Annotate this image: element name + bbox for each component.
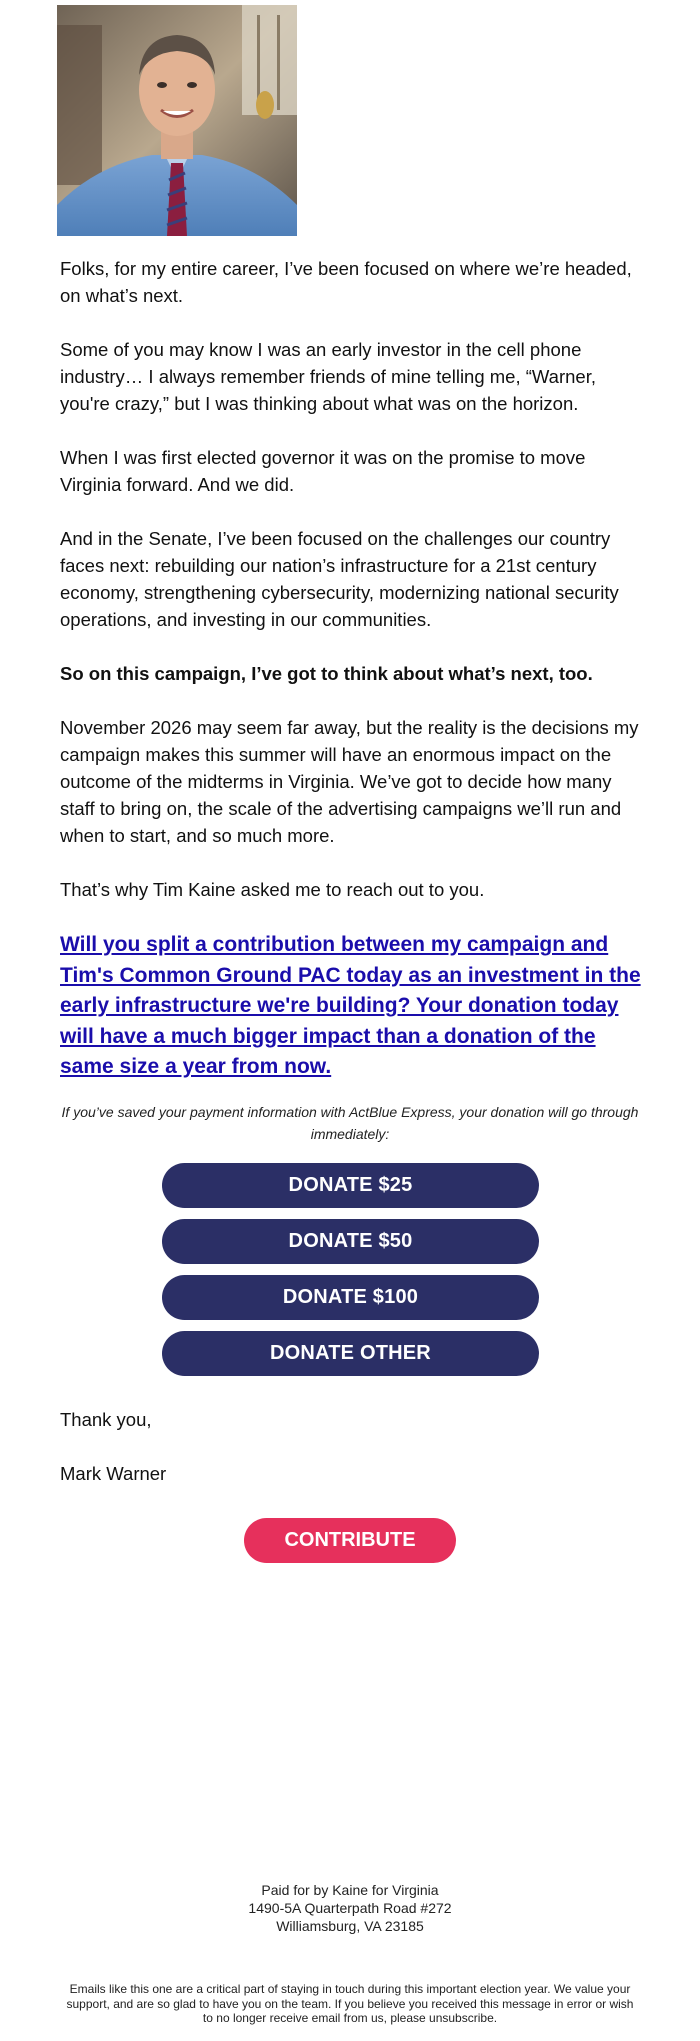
paragraph-1: Folks, for my entire career, I’ve been focused on where we’re headed, on what’s next.	[60, 258, 632, 306]
donate-other-button[interactable]: DONATE OTHER	[162, 1331, 539, 1376]
unsubscribe-note: Emails like this one are a critical part of staying in touch during this important election year. We value your support, and are so glad to have you on the team. If you believe you received this message in error or wish to no longer receive email from us, please unsubscribe.	[66, 1982, 634, 2025]
address-line-2: Williamsburg, VA 23185	[276, 1918, 424, 1934]
actblue-express-note: If you’ve saved your payment information with ActBlue Express, your donation will go through immediately:	[61, 1104, 639, 1142]
paragraph-2: Some of you may know I was an early investor in the cell phone industry… I always remember friends of mine telling me, “Warner, you're crazy,” but I was thinking about what was on the horizon.	[60, 339, 596, 414]
donate-25-button[interactable]: DONATE $25	[162, 1163, 539, 1208]
paid-for-disclaimer	[0, 1881, 700, 1935]
paragraph-5-bold: So on this campaign, I’ve got to think about what’s next, too.	[60, 663, 593, 684]
candidate-portrait-icon	[57, 5, 297, 236]
paid-for-line: Paid for by Kaine for Virginia	[261, 1882, 439, 1898]
address-line-1: 1490-5A Quarterpath Road #272	[248, 1900, 452, 1916]
donation-ask-link[interactable]: Will you split a contribution between my campaign and Tim's Common Ground PAC today as an investment in the early infrastructure we're building? Your donation today will have a much bigger impact than a donation of the same size a year from now.	[60, 933, 641, 1078]
contribute-button[interactable]: CONTRIBUTE	[244, 1518, 456, 1563]
donate-100-button[interactable]: DONATE $100	[162, 1275, 539, 1320]
paragraph-6: November 2026 may seem far away, but the reality is the decisions my campaign makes this summer will have an enormous impact on the outcome of the midterms in Virginia. We’ve got to decide how many staff to bring on, the scale of the advertising campaigns we’ll run and when to start, and so much more.	[60, 717, 639, 846]
candidate-photo	[57, 5, 297, 236]
paragraph-4: And in the Senate, I’ve been focused on the challenges our country faces next: rebuilding our nation’s infrastructure for a 21st century economy, strengthening cybersecurity, modernizing national security operations, and investing in our communities.	[60, 528, 619, 630]
donate-50-button[interactable]: DONATE $50	[162, 1219, 539, 1264]
paragraph-3: When I was first elected governor it was on the promise to move Virginia forward. And we did.	[60, 447, 586, 495]
signoff-name: Mark Warner	[60, 1463, 167, 1484]
signoff-thanks: Thank you,	[60, 1409, 152, 1430]
paragraph-7: That’s why Tim Kaine asked me to reach out to you.	[60, 879, 485, 900]
